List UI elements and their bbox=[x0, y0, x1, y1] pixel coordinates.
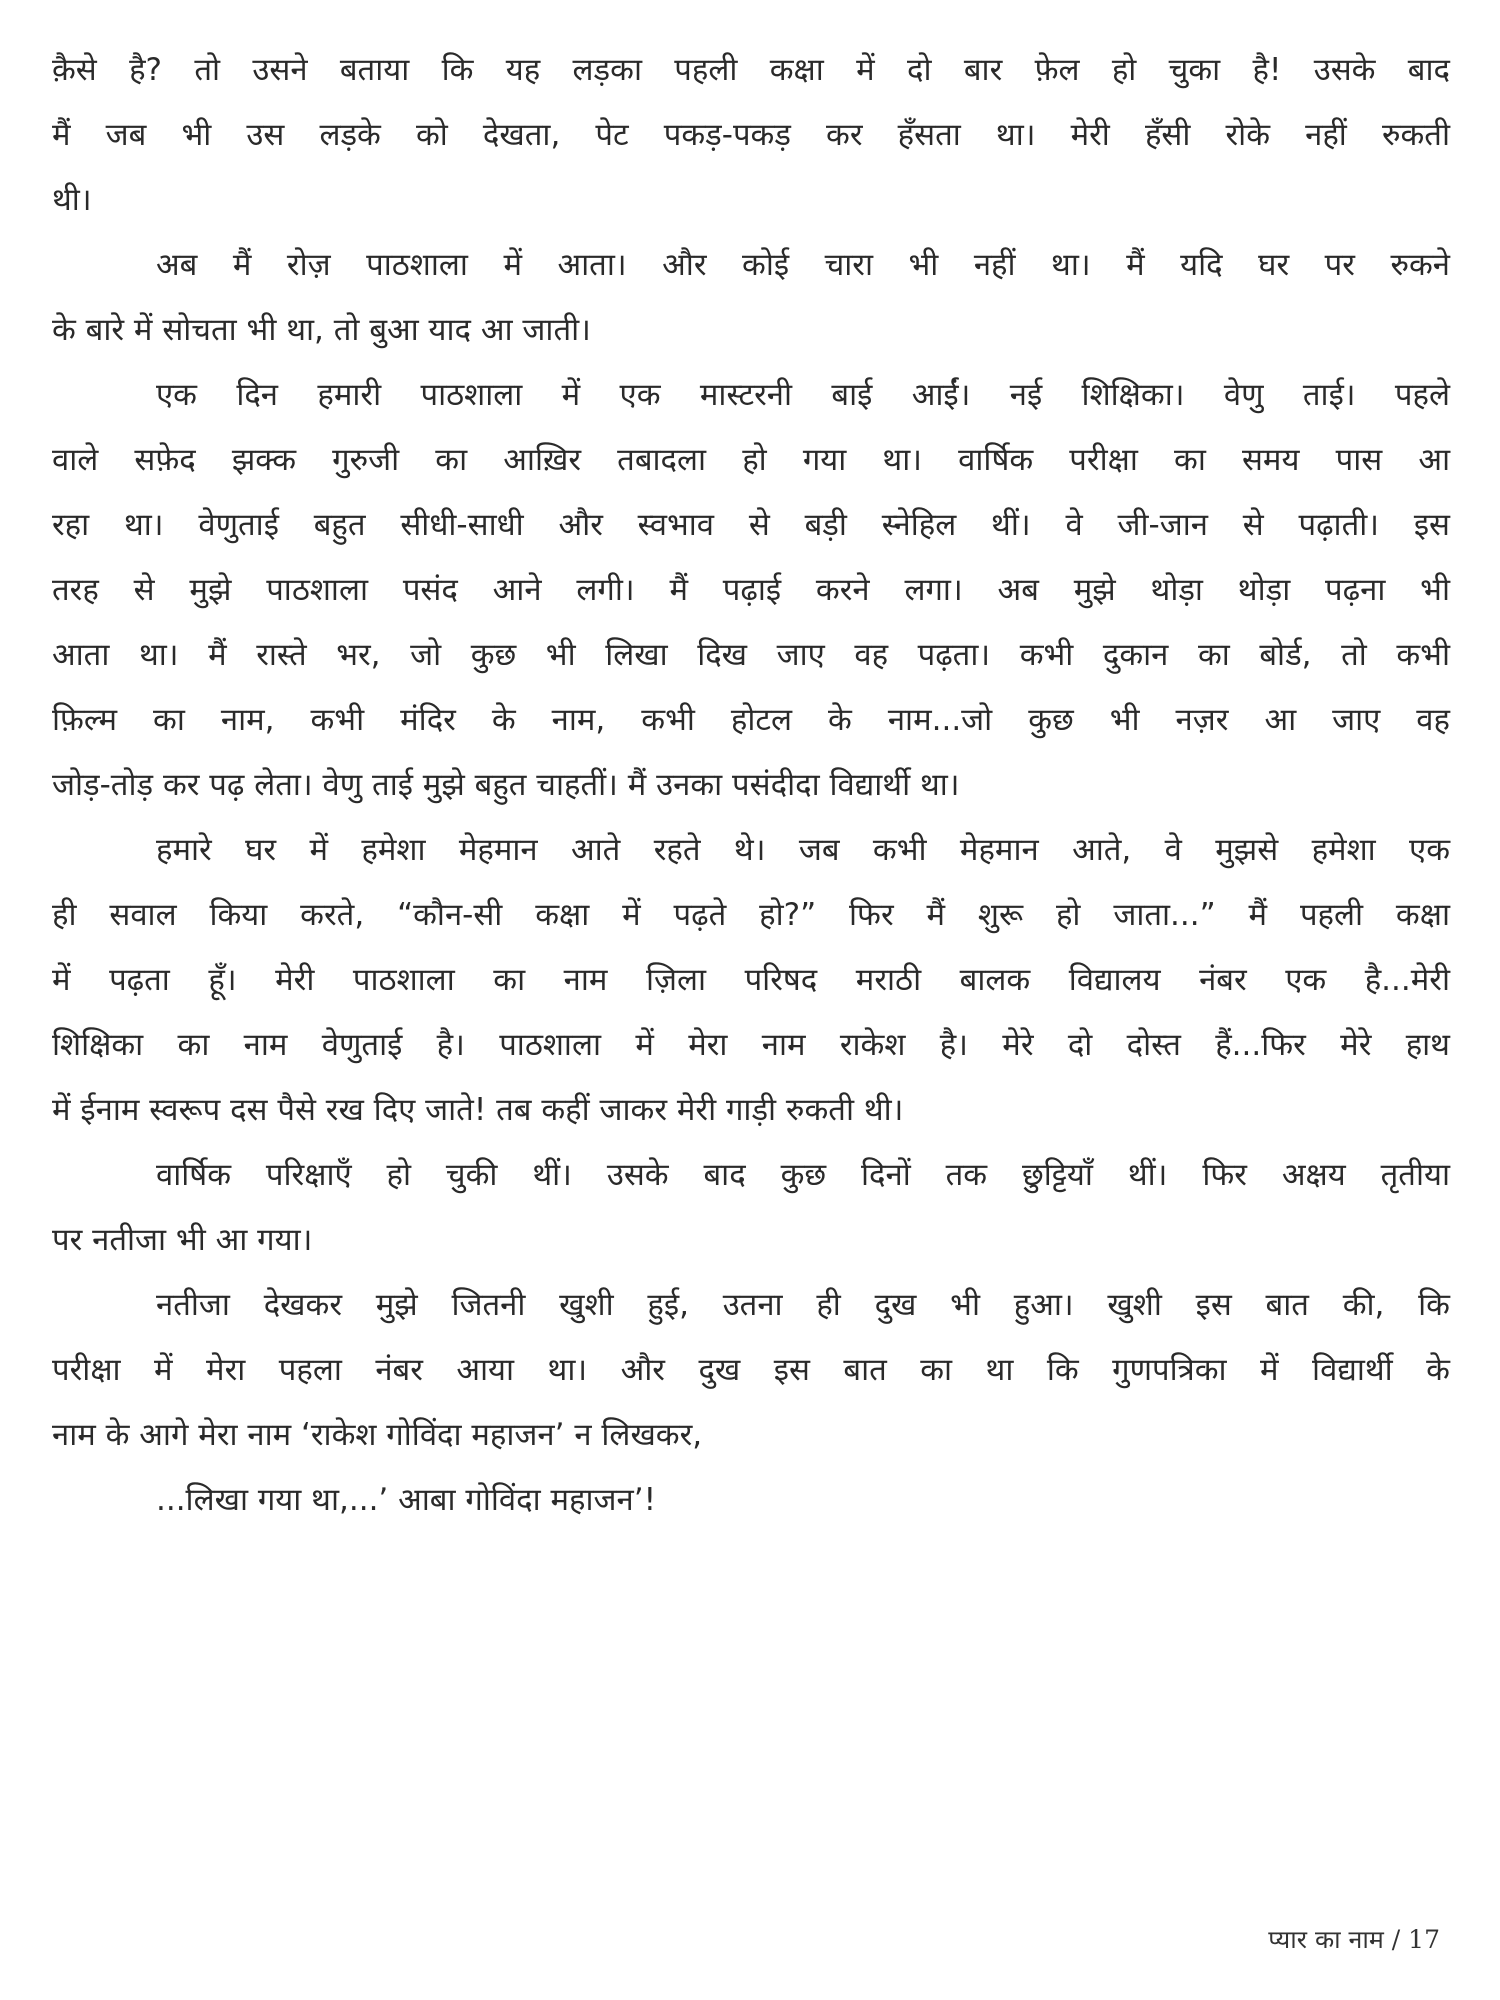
text-line: में ईनाम स्वरूप दस पैसे रख दिए जाते! तब कहीं जाकर मेरी गाड़ी रुकती थी। bbox=[52, 1092, 904, 1128]
text-line: मैं जब भी उस लड़के को देखता, पेट पकड़-पकड़ कर हँसता था। मेरी हँसी रोके नहीं रुकती bbox=[52, 117, 1450, 153]
text-line: के बारे में सोचता भी था, तो बुआ याद आ जाती। bbox=[52, 312, 591, 348]
text-line: क़ैसे है? तो उसने बताया कि यह लड़का पहली कक्षा में दो बार फ़ेल हो चुका है! उसके बाद bbox=[52, 52, 1450, 88]
text-line: हमारे घर में हमेशा मेहमान आते रहते थे। जब कभी मेहमान आते, वे मुझसे हमेशा एक bbox=[156, 832, 1450, 868]
text-line: जोड़-तोड़ कर पढ़ लेता। वेणु ताई मुझे बहुत चाहतीं। मैं उनका पसंदीदा विद्यार्थी था। bbox=[52, 767, 960, 803]
text-line: नतीजा देखकर मुझे जितनी खुशी हुई, उतना ही दुख भी हुआ। खुशी इस बात की, कि bbox=[156, 1287, 1450, 1323]
text-line: वाले सफ़ेद झक्क गुरुजी का आख़िर तबादला हो गया था। वार्षिक परीक्षा का समय पास आ bbox=[52, 442, 1450, 478]
text-line: अब मैं रोज़ पाठशाला में आता। और कोई चारा भी नहीं था। मैं यदि घर पर रुकने bbox=[156, 247, 1450, 283]
text-line: वार्षिक परिक्षाएँ हो चुकी थीं। उसके बाद कुछ दिनों तक छुट्टियाँ थीं। फिर अक्षय तृतीया bbox=[156, 1157, 1450, 1193]
text-line: शिक्षिका का नाम वेणुताई है। पाठशाला में मेरा नाम राकेश है। मेरे दो दोस्त हैं...फिर मेरे हाथ bbox=[52, 1027, 1450, 1063]
text-line: तरह से मुझे पाठशाला पसंद आने लगी। मैं पढ़ाई करने लगा। अब मुझे थोड़ा थोड़ा पढ़ना भी bbox=[52, 572, 1450, 608]
page-footer: प्यार का नाम / 17 bbox=[1268, 1925, 1440, 1954]
text-line: परीक्षा में मेरा पहला नंबर आया था। और दुख इस बात का था कि गुणपत्रिका में विद्यार्थी के bbox=[52, 1352, 1450, 1388]
text-line: फ़िल्म का नाम, कभी मंदिर के नाम, कभी होटल के नाम...जो कुछ भी नज़र आ जाए वह bbox=[52, 702, 1450, 738]
text-line: ही सवाल किया करते, “कौन-सी कक्षा में पढ़ते हो?” फिर मैं शुरू हो जाता...” मैं पहली कक्षा bbox=[52, 897, 1450, 933]
text-line: एक दिन हमारी पाठशाला में एक मास्टरनी बाई आईं। नई शिक्षिका। वेणु ताई। पहले bbox=[156, 377, 1450, 413]
body-text bbox=[52, 38, 1450, 1533]
text-line: रहा था। वेणुताई बहुत सीधी-साधी और स्वभाव से बड़ी स्नेहिल थीं। वे जी-जान से पढ़ाती। इस bbox=[52, 507, 1450, 543]
text-line: थी। bbox=[52, 182, 92, 218]
text-line: ...लिखा गया था,...’ आबा गोविंदा महाजन’! bbox=[156, 1482, 657, 1518]
text-line: नाम के आगे मेरा नाम ‘राकेश गोविंदा महाजन’ न लिखकर, bbox=[52, 1417, 703, 1453]
text-line: पर नतीजा भी आ गया। bbox=[52, 1222, 313, 1258]
text-line: में पढ़ता हूँ। मेरी पाठशाला का नाम ज़िला परिषद मराठी बालक विद्यालय नंबर एक है...मेरी bbox=[52, 962, 1450, 998]
text-line: आता था। मैं रास्ते भर, जो कुछ भी लिखा दिख जाए वह पढ़ता। कभी दुकान का बोर्ड, तो कभी bbox=[52, 637, 1450, 673]
